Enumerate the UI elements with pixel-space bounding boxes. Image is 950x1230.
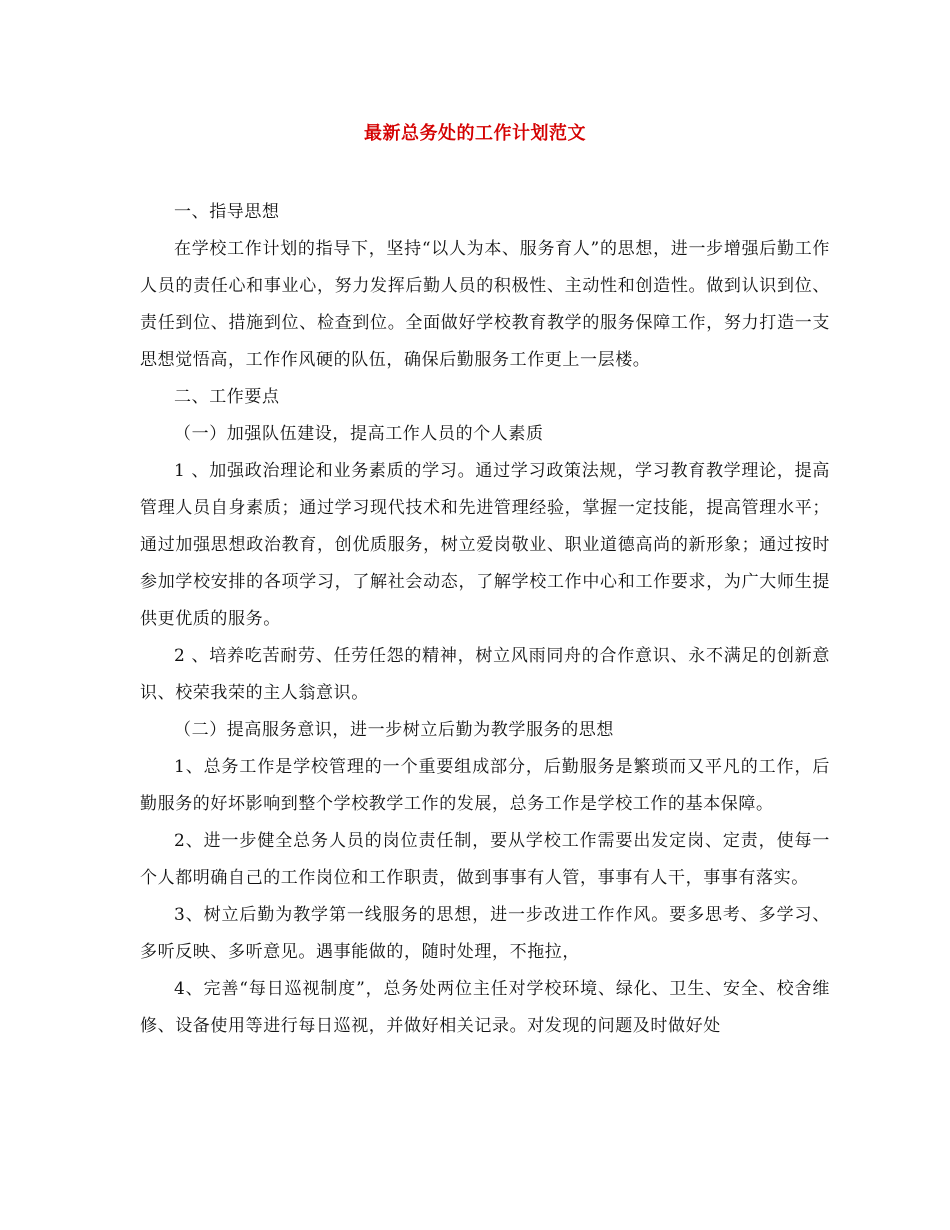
subheading-team-building: （一）加强队伍建设，提高工作人员的个人素质 bbox=[174, 424, 544, 444]
paragraph-service-item-1: 1、总务工作是学校管理的一个重要组成部分，后勤服务是繁琐而又平凡的工作，后勤服务的好坏影响到整个学校教学工作的发展，总务工作是学校工作的基本保障。 bbox=[140, 757, 830, 814]
subheading-service-awareness: （二）提高服务意识，进一步树立后勤为教学服务的思想 bbox=[174, 720, 614, 740]
section-heading-guiding-ideology: 一、指导思想 bbox=[174, 202, 280, 222]
document-body bbox=[140, 194, 830, 1045]
paragraph-service-item-2: 2、进一步健全总务人员的岗位责任制，要从学校工作需要出发定岗、定责，使每一个人都明确自己的工作岗位和工作职责，做到事事有人管，事事有人干，事事有落实。 bbox=[140, 831, 830, 888]
paragraph-service-item-3: 3、树立后勤为教学第一线服务的思想，进一步改进工作作风。要多思考、多学习、多听反映、多听意见。遇事能做的，随时处理，不拖拉， bbox=[140, 905, 830, 962]
document-title: 最新总务处的工作计划范文 bbox=[364, 123, 586, 144]
paragraph-guiding-ideology: 在学校工作计划的指导下，坚持“以人为本、服务育人”的思想，进一步增强后勤工作人员的责任心和事业心，努力发挥后勤人员的积极性、主动性和创造性。做到认识到位、责任到位、措施到位、检查到位。全面做好学校教育教学的服务保障工作，努力打造一支思想觉悟高，工作作风硬的队伍，确保后勤服务工作更上一层楼。 bbox=[140, 239, 830, 370]
paragraph-item-2-spirit: 2 、培养吃苦耐劳、任劳任怨的精神，树立风雨同舟的合作意识、永不满足的创新意识、校荣我荣的主人翁意识。 bbox=[140, 646, 830, 703]
section-heading-work-points: 二、工作要点 bbox=[174, 387, 280, 407]
paragraph-item-1-study: 1 、加强政治理论和业务素质的学习。通过学习政策法规，学习教育教学理论，提高管理人员自身素质；通过学习现代技术和先进管理经验，掌握一定技能，提高管理水平；通过加强思想政治教育，创优质服务，树立爱岗敬业、职业道德高尚的新形象；通过按时参加学校安排的各项学习，了解社会动态，了解学校工作中心和工作要求，为广大师生提供更优质的服务。 bbox=[140, 461, 830, 629]
paragraph-service-item-4: 4、完善“每日巡视制度”，总务处两位主任对学校环境、绿化、卫生、安全、校舍维修、设备使用等进行每日巡视，并做好相关记录。对发现的问题及时做好处 bbox=[140, 979, 830, 1036]
